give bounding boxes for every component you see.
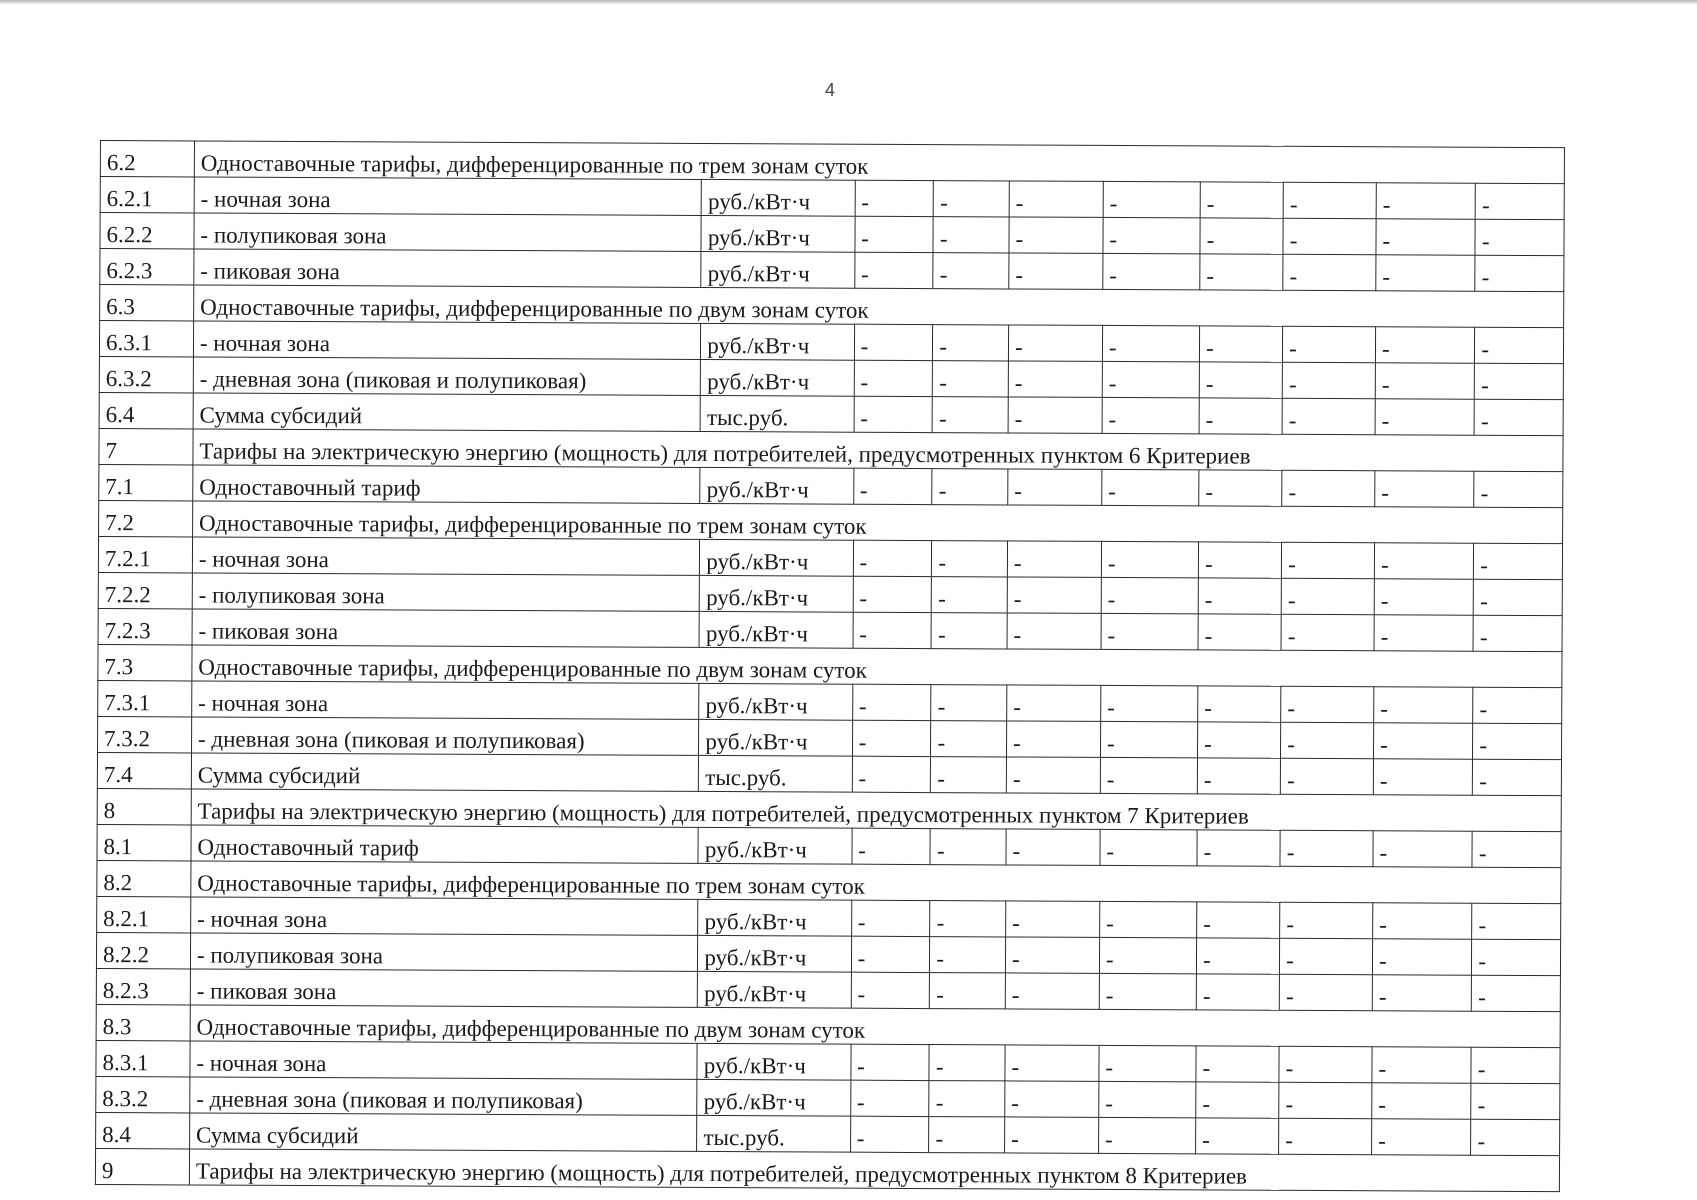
indicator-name-cell: - дневная зона (пиковая и полупиковая) (191, 717, 699, 755)
value-cell: - (931, 613, 1007, 649)
value-cell: - (1374, 615, 1473, 651)
value-cell: - (1007, 685, 1101, 721)
unit-cell: тыс.руб. (697, 1115, 850, 1152)
value-cell: - (1200, 254, 1283, 290)
value-cell: - (1199, 398, 1282, 434)
value-cell: - (1472, 903, 1561, 939)
value-cell: - (1100, 901, 1197, 937)
indicator-name-cell: - дневная зона (пиковая и полупиковая) (193, 357, 701, 395)
indicator-name-cell: - ночная зона (194, 177, 702, 215)
value-cell: - (1475, 363, 1564, 399)
value-cell: - (1100, 757, 1197, 793)
value-cell: - (850, 1116, 929, 1152)
indicator-name-cell: - ночная зона (193, 321, 701, 359)
value-cell: - (1281, 758, 1374, 794)
value-cell: - (1472, 831, 1561, 867)
value-cell: - (855, 216, 934, 252)
value-cell: - (1006, 757, 1100, 793)
value-cell: - (1009, 253, 1103, 289)
unit-cell: тыс.руб. (699, 755, 852, 792)
row-number-cell: 7.2.1 (98, 536, 192, 572)
value-cell: - (1007, 577, 1101, 613)
value-cell: - (1376, 255, 1475, 291)
value-cell: - (851, 900, 930, 936)
unit-cell: руб./кВт·ч (700, 575, 853, 612)
value-cell: - (1375, 399, 1474, 435)
row-number-cell: 8.3.2 (96, 1076, 190, 1112)
row-number-cell: 6.3.1 (99, 321, 193, 357)
row-number-cell: 8.3 (96, 1004, 190, 1040)
value-cell: - (1007, 613, 1101, 649)
unit-cell: руб./кВт·ч (698, 971, 851, 1008)
value-cell: - (1374, 687, 1473, 723)
value-cell: - (1099, 1081, 1196, 1117)
value-cell: - (1372, 939, 1471, 975)
section-title-cell: Одноставочные тарифы, дифференцированные по трем зонам суток (194, 141, 1564, 184)
value-cell: - (933, 325, 1009, 361)
value-cell: - (1376, 219, 1475, 255)
value-cell: - (1198, 614, 1281, 650)
row-number-cell: 8.3.1 (96, 1040, 190, 1076)
value-cell: - (933, 217, 1009, 253)
value-cell: - (1196, 1118, 1279, 1154)
unit-cell: руб./кВт·ч (699, 683, 852, 720)
indicator-name-cell: Одноставочный тариф (191, 825, 699, 863)
value-cell: - (1197, 938, 1280, 974)
value-cell: - (1197, 902, 1280, 938)
section-title-cell: Одноставочные тарифы, дифференцированные по трем зонам суток (192, 501, 1562, 544)
value-cell: - (1103, 217, 1200, 253)
scan-edge-shadow (0, 0, 1697, 5)
row-number-cell: 9 (95, 1148, 189, 1184)
value-cell: - (1279, 1118, 1372, 1154)
value-cell: - (1006, 901, 1100, 937)
value-cell: - (1282, 542, 1375, 578)
value-cell: - (1196, 974, 1279, 1010)
unit-cell: руб./кВт·ч (701, 179, 854, 216)
value-cell: - (1100, 721, 1197, 757)
indicator-name-cell: - пиковая зона (190, 969, 698, 1007)
value-cell: - (1474, 471, 1563, 507)
value-cell: - (1474, 543, 1563, 579)
value-cell: - (929, 1117, 1005, 1153)
value-cell: - (1200, 326, 1283, 362)
value-cell: - (1281, 614, 1374, 650)
value-cell: - (1102, 397, 1199, 433)
value-cell: - (932, 469, 1008, 505)
value-cell: - (853, 612, 932, 648)
value-cell: - (1280, 830, 1373, 866)
value-cell: - (1103, 253, 1200, 289)
value-cell: - (1281, 722, 1374, 758)
row-number-cell: 8.2 (97, 860, 191, 896)
value-cell: - (1101, 685, 1198, 721)
value-cell: - (1373, 831, 1472, 867)
value-cell: - (1283, 218, 1376, 254)
unit-cell: руб./кВт·ч (698, 827, 851, 864)
section-header-row (95, 1148, 1559, 1191)
value-cell: - (1472, 975, 1561, 1011)
value-cell: - (1005, 973, 1099, 1009)
value-cell: - (1198, 722, 1281, 758)
value-cell: - (853, 540, 932, 576)
value-cell: - (1373, 903, 1472, 939)
indicator-name-cell: - ночная зона (192, 681, 700, 719)
value-cell: - (853, 576, 932, 612)
value-cell: - (933, 397, 1009, 433)
value-cell: - (1280, 902, 1373, 938)
value-cell: - (930, 937, 1006, 973)
value-cell: - (1475, 327, 1564, 363)
value-cell: - (1099, 973, 1196, 1009)
indicator-name-cell: - ночная зона (192, 537, 700, 575)
value-cell: - (1198, 542, 1281, 578)
value-cell: - (852, 756, 931, 792)
value-cell: - (1099, 937, 1196, 973)
value-cell: - (1008, 361, 1102, 397)
row-number-cell: 6.2.2 (100, 213, 194, 249)
row-number-cell: 6.2.1 (100, 177, 194, 213)
value-cell: - (1005, 1117, 1099, 1153)
value-cell: - (1375, 363, 1474, 399)
unit-cell: руб./кВт·ч (699, 611, 852, 648)
value-cell: - (1473, 687, 1562, 723)
value-cell: - (854, 396, 933, 432)
section-title-cell: Тарифы на электрическую энергию (мощность) для потребителей, предусмотренных пунктом 6 Критериев (193, 429, 1563, 472)
value-cell: - (1475, 219, 1564, 255)
value-cell: - (934, 181, 1010, 217)
value-cell: - (1474, 399, 1563, 435)
value-cell: - (1473, 615, 1562, 651)
value-cell: - (1473, 759, 1562, 795)
row-number-cell: 6.2.3 (100, 249, 194, 285)
section-title-cell: Тарифы на электрическую энергию (мощность) для потребителей, предусмотренных пунктом 7 Критериев (191, 789, 1561, 832)
value-cell: - (1283, 254, 1376, 290)
indicator-name-cell: - полупиковая зона (192, 573, 700, 611)
value-cell: - (1102, 325, 1199, 361)
value-cell: - (850, 1080, 929, 1116)
value-cell: - (854, 252, 933, 288)
unit-cell: руб./кВт·ч (698, 935, 851, 972)
value-cell: - (1008, 469, 1102, 505)
value-cell: - (1375, 327, 1474, 363)
value-cell: - (1374, 579, 1473, 615)
value-cell: - (1283, 182, 1376, 218)
value-cell: - (1199, 362, 1282, 398)
unit-cell: руб./кВт·ч (698, 899, 851, 936)
value-cell: - (1279, 1082, 1372, 1118)
value-cell: - (931, 685, 1007, 721)
row-number-cell: 6.3.2 (99, 356, 193, 392)
value-cell: - (1005, 937, 1099, 973)
row-number-cell: 7.4 (97, 752, 191, 788)
value-cell: - (851, 936, 930, 972)
value-cell: - (1006, 829, 1100, 865)
indicator-name-cell: - ночная зона (191, 897, 699, 935)
indicator-name-cell: - полупиковая зона (194, 213, 702, 251)
value-cell: - (1372, 1047, 1471, 1083)
section-title-cell: Одноставочные тарифы, дифференцированные по двум зонам суток (192, 645, 1562, 688)
page-number: 4 (824, 80, 835, 100)
value-cell: - (1197, 830, 1280, 866)
value-cell: - (1008, 325, 1102, 361)
value-cell: - (1102, 469, 1199, 505)
row-number-cell: 8.2.2 (96, 932, 190, 968)
indicator-name-cell: - ночная зона (190, 1041, 698, 1079)
row-number-cell: 7.3.2 (98, 716, 192, 752)
value-cell: - (1374, 723, 1473, 759)
value-cell: - (1279, 1046, 1372, 1082)
value-cell: - (1006, 721, 1100, 757)
value-cell: - (1103, 181, 1200, 217)
row-number-cell: 8.4 (96, 1112, 190, 1148)
value-cell: - (1474, 579, 1563, 615)
value-cell: - (932, 577, 1008, 613)
value-cell: - (931, 757, 1007, 793)
value-cell: - (852, 720, 931, 756)
unit-cell: руб./кВт·ч (700, 467, 853, 504)
unit-cell: руб./кВт·ч (697, 1079, 850, 1116)
indicator-name-cell: Сумма субсидий (193, 393, 701, 431)
unit-cell: руб./кВт·ч (697, 1043, 850, 1080)
value-cell: - (1282, 470, 1375, 506)
value-cell: - (930, 829, 1006, 865)
value-cell: - (1007, 541, 1101, 577)
value-cell: - (1101, 577, 1198, 613)
value-cell: - (1372, 1083, 1471, 1119)
indicator-name-cell: - пиковая зона (194, 249, 702, 287)
indicator-name-cell: Сумма субсидий (191, 753, 699, 791)
value-cell: - (930, 901, 1006, 937)
value-cell: - (1005, 1081, 1099, 1117)
row-number-cell: 7.3 (98, 644, 192, 680)
row-number-cell: 7.2.3 (98, 608, 192, 644)
value-cell: - (1472, 939, 1561, 975)
value-cell: - (852, 684, 931, 720)
value-cell: - (1473, 723, 1562, 759)
value-cell: - (933, 253, 1009, 289)
row-number-cell: 7.1 (99, 464, 193, 500)
value-cell: - (853, 468, 932, 504)
value-cell: - (931, 721, 1007, 757)
value-cell: - (1374, 543, 1473, 579)
unit-cell: руб./кВт·ч (701, 215, 854, 252)
value-cell: - (1279, 974, 1372, 1010)
row-number-cell: 6.3 (100, 285, 194, 321)
unit-cell: руб./кВт·ч (700, 539, 853, 576)
unit-cell: руб./кВт·ч (701, 251, 854, 288)
value-cell: - (1471, 1119, 1560, 1155)
indicator-name-cell: - пиковая зона (192, 609, 700, 647)
value-cell: - (1198, 686, 1281, 722)
value-cell: - (1101, 613, 1198, 649)
value-cell: - (1376, 183, 1475, 219)
value-cell: - (1471, 1083, 1560, 1119)
value-cell: - (1200, 182, 1283, 218)
tariff-table-body (95, 141, 1564, 1192)
row-number-cell: 7 (99, 428, 193, 464)
section-title-cell: Одноставочные тарифы, дифференцированные по трем зонам суток (191, 861, 1561, 904)
value-cell: - (1281, 686, 1374, 722)
row-number-cell: 8.2.3 (96, 968, 190, 1004)
indicator-name-cell: Одноставочный тариф (193, 465, 701, 503)
value-cell: - (1200, 218, 1283, 254)
value-cell: - (1471, 1047, 1560, 1083)
value-cell: - (929, 1081, 1005, 1117)
value-cell: - (932, 541, 1008, 577)
row-number-cell: 7.2.2 (98, 572, 192, 608)
value-cell: - (1099, 1045, 1196, 1081)
value-cell: - (851, 1044, 930, 1080)
value-cell: - (1098, 1117, 1195, 1153)
value-cell: - (851, 972, 930, 1008)
value-cell: - (852, 828, 931, 864)
indicator-name-cell: - полупиковая зона (190, 933, 698, 971)
value-cell: - (1281, 578, 1374, 614)
value-cell: - (1196, 1082, 1279, 1118)
indicator-name-cell: Сумма субсидий (189, 1113, 697, 1151)
value-cell: - (930, 973, 1006, 1009)
value-cell: - (1375, 471, 1474, 507)
value-cell: - (1282, 362, 1375, 398)
value-cell: - (1101, 541, 1198, 577)
indicator-name-cell: - дневная зона (пиковая и полупиковая) (190, 1077, 698, 1115)
row-number-cell: 6.4 (99, 392, 193, 428)
unit-cell: руб./кВт·ч (701, 323, 854, 360)
value-cell: - (1475, 255, 1564, 291)
unit-cell: тыс.руб. (700, 395, 853, 432)
value-cell: - (854, 360, 933, 396)
row-number-cell: 8.2.1 (97, 896, 191, 932)
row-number-cell: 8 (97, 788, 191, 824)
value-cell: - (854, 324, 933, 360)
value-cell: - (1009, 181, 1103, 217)
value-cell: - (1373, 759, 1472, 795)
row-number-cell: 7.2 (99, 500, 193, 536)
value-cell: - (929, 1045, 1005, 1081)
value-cell: - (1100, 829, 1197, 865)
unit-cell: руб./кВт·ч (701, 359, 854, 396)
section-title-cell: Одноставочные тарифы, дифференцированные по двум зонам суток (194, 285, 1564, 328)
value-cell: - (1372, 1119, 1471, 1155)
row-number-cell: 6.2 (100, 141, 194, 177)
value-cell: - (1196, 1046, 1279, 1082)
tariff-table (95, 140, 1565, 1192)
value-cell: - (855, 180, 934, 216)
value-cell: - (1005, 1045, 1099, 1081)
section-title-cell: Одноставочные тарифы, дифференцированные по двум зонам суток (190, 1005, 1560, 1048)
row-number-cell: 7.3.1 (98, 680, 192, 716)
value-cell: - (1009, 217, 1103, 253)
value-cell: - (1372, 975, 1471, 1011)
value-cell: - (1282, 398, 1375, 434)
value-cell: - (933, 361, 1009, 397)
value-cell: - (1102, 361, 1199, 397)
section-title-cell: Тарифы на электрическую энергию (мощность) для потребителей, предусмотренных пунктом 8 Критериев (189, 1149, 1559, 1192)
value-cell: - (1198, 578, 1281, 614)
value-cell: - (1199, 470, 1282, 506)
value-cell: - (1008, 397, 1102, 433)
value-cell: - (1475, 183, 1564, 219)
value-cell: - (1283, 326, 1376, 362)
value-cell: - (1197, 758, 1280, 794)
row-number-cell: 8.1 (97, 824, 191, 860)
unit-cell: руб./кВт·ч (699, 719, 852, 756)
value-cell: - (1280, 938, 1373, 974)
